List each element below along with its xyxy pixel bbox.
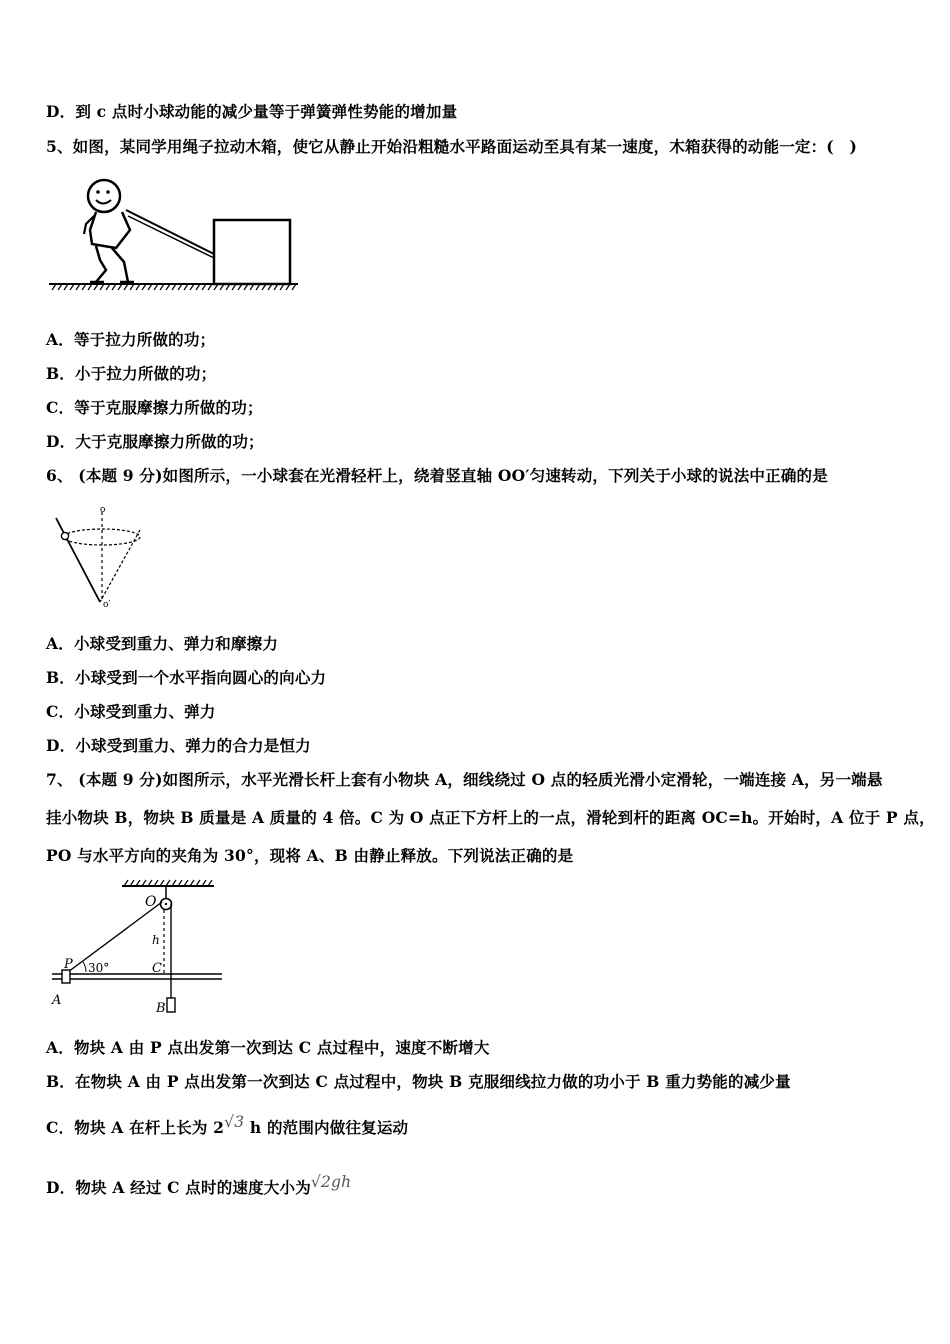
option-text: 小球受到重力、弹力 <box>74 702 216 721</box>
q7-option-a[interactable] <box>46 1038 490 1058</box>
q7-option-b[interactable] <box>46 1072 791 1092</box>
label-A: A <box>52 993 62 1008</box>
q7-stem-line3: PO 与水平方向的夹角为 30°，现将 A、B 由静止释放。下列说法正确的是 <box>46 846 574 865</box>
label-O: O <box>145 894 157 910</box>
option-label: B． <box>46 668 76 687</box>
q5-figure-person-pulling-box <box>46 172 302 296</box>
label-P: P <box>64 957 73 972</box>
sqrt-2gh: √2gh <box>310 1173 352 1191</box>
option-label: A． <box>46 634 74 653</box>
option-label: A． <box>46 330 74 349</box>
label-angle: 30° <box>88 961 110 975</box>
option-label: B． <box>46 364 76 383</box>
prev-option-d <box>46 102 457 122</box>
q6-stem: 6、 (本题 9 分)如图所示，一小球套在光滑轻杆上，绕着竖直轴 OO′匀速转动，下列关于小球的说法中正确的是 <box>46 466 828 485</box>
option-text: 物块 A 由 P 点出发第一次到达 C 点过程中，速度不断增大 <box>73 1038 490 1057</box>
q6-option-d[interactable] <box>46 736 311 756</box>
q6-option-b[interactable] <box>46 668 326 688</box>
q7-stem-line2: 挂小物块 B，物块 B 质量是 A 质量的 4 倍。C 为 O 点正下方杆上的一点，滑轮到杆的距离 OC=h。开始时，A 位于 P 点， <box>46 808 935 827</box>
option-text: 等于克服摩擦力所做的功； <box>74 398 263 417</box>
axis-bottom-label: o′ <box>103 600 111 610</box>
option-text-before: 物块 A 经过 C 点时的速度大小为 <box>75 1178 311 1197</box>
option-text-before: 物块 A 在杆上长为 2 <box>74 1118 225 1137</box>
option-text: 小球受到一个水平指向圆心的向心力 <box>75 668 327 687</box>
option-label: D． <box>46 736 76 755</box>
option-label: B． <box>46 1072 76 1091</box>
option-label: D． <box>46 432 76 451</box>
label-h: h <box>152 933 160 947</box>
q7-option-d[interactable] <box>46 1173 352 1198</box>
option-text: 到 c 点时小球动能的减少量等于弹簧弹性势能的增加量 <box>75 102 458 121</box>
option-text: 小球受到重力、弹力和摩擦力 <box>73 634 279 653</box>
option-label: C． <box>46 1118 75 1137</box>
axis-top-label: o <box>100 505 106 515</box>
label-B: B <box>156 1001 166 1016</box>
option-text: 大于克服摩擦力所做的功； <box>75 432 264 451</box>
option-text: 小于拉力所做的功； <box>75 364 217 383</box>
q5-option-d[interactable] <box>46 432 264 452</box>
option-text: 在物块 A 由 P 点出发第一次到达 C 点过程中，物块 B 克服细线拉力做的功小于 B 重力势能的减少量 <box>75 1072 791 1091</box>
option-text: 等于拉力所做的功； <box>73 330 216 349</box>
option-text: 小球受到重力、弹力的合力是恒力 <box>75 736 311 755</box>
q5-option-b[interactable] <box>46 364 216 384</box>
sqrt-three: √3 <box>224 1113 245 1131</box>
q6-figure-cone-rod <box>50 504 150 610</box>
q6-option-a[interactable] <box>46 634 278 654</box>
option-label: C． <box>46 702 75 721</box>
q7-stem-line1: 7、 (本题 9 分)如图所示，水平光滑长杆上套有小物块 A，细线绕过 O 点的轻质光滑小定滑轮，一端连接 A，另一端悬 <box>46 770 883 789</box>
option-label: D． <box>46 102 76 121</box>
label-C: C <box>152 961 162 976</box>
q5-stem: 5、如图，某同学用绳子拉动木箱，使它从静止开始沿粗糙水平路面运动至具有某一速度，木箱获得的动能一定：( ) <box>46 137 858 156</box>
option-text-after: h 的范围内做往复运动 <box>244 1118 409 1137</box>
option-label: C． <box>46 398 75 417</box>
option-label: A． <box>46 1038 74 1057</box>
q5-option-c[interactable] <box>46 398 263 418</box>
option-label: D． <box>46 1178 76 1197</box>
q5-option-a[interactable] <box>46 330 215 350</box>
q7-option-c[interactable] <box>46 1113 409 1138</box>
q7-figure-pulley-rod <box>46 876 226 1016</box>
q6-option-c[interactable] <box>46 702 216 722</box>
